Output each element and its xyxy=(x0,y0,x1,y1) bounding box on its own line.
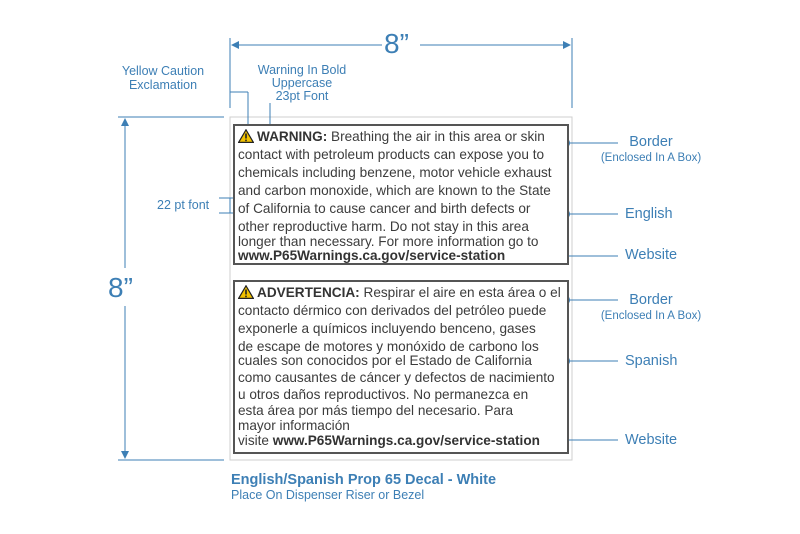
english-line: longer than necessary. For more information go to xyxy=(238,234,539,249)
spanish-url-prefix: visite xyxy=(238,433,273,448)
footer-title: English/Spanish Prop 65 Decal - White xyxy=(231,472,497,488)
spanish-line: cuales son conocidos por el Estado de California xyxy=(238,353,532,368)
english-url xyxy=(238,248,505,264)
callout-spanish: Spanish xyxy=(625,353,678,369)
warning-bold-line3: 23pt Font xyxy=(275,89,329,103)
font22-annotation: 22 pt font xyxy=(157,198,210,212)
width-arrowhead-right xyxy=(563,41,571,49)
callout-border2-title: Border xyxy=(629,292,673,308)
spanish-website-link[interactable]: www.P65Warnings.ca.gov/service-station xyxy=(272,433,540,448)
warning-bold-line1: Warning In Bold xyxy=(257,63,347,77)
caution-triangle-icon xyxy=(238,285,254,299)
height-dimension-label: 8” xyxy=(108,272,133,303)
english-line: of California to cause cancer and birth defects or xyxy=(238,201,531,216)
height-arrowhead-top xyxy=(121,118,129,126)
spanish-line: esta área por más tiempo del necesario. Para xyxy=(238,403,514,418)
callout-border1-title: Border xyxy=(629,134,673,150)
callout-border2 xyxy=(591,292,711,323)
spanish-first-line xyxy=(238,285,561,301)
spanish-url-line xyxy=(238,433,540,449)
callout-website1: Website xyxy=(625,247,678,263)
width-dimension-label: 8” xyxy=(384,28,409,59)
width-arrowhead-left xyxy=(231,41,239,49)
english-website-link[interactable]: www.P65Warnings.ca.gov/service-station xyxy=(238,248,506,263)
english-line: and carbon monoxide, which are known to the State xyxy=(238,183,551,198)
spanish-line: contacto dérmico con derivados del petróleo puede xyxy=(238,303,547,318)
callout-border2-sub: (Enclosed In A Box) xyxy=(600,310,702,322)
english-line: chemicals including benzene, motor vehicle exhaust xyxy=(238,165,552,180)
english-warning-heading: WARNING: xyxy=(257,129,328,144)
callout-border1 xyxy=(591,134,711,165)
warning-bold-annotation xyxy=(246,64,358,103)
spanish-line: exponerle a químicos incluyendo benceno, gases xyxy=(238,321,536,336)
footer-subtitle: Place On Dispenser Riser or Bezel xyxy=(231,488,425,502)
spanish-line: de escape de motores y monóxido de carbono los xyxy=(238,339,539,354)
yellow-caution-annotation xyxy=(113,64,213,92)
warning-bold-line2: Uppercase xyxy=(271,76,333,90)
height-arrowhead-bottom xyxy=(121,451,129,459)
yellow-caution-line2: Exclamation xyxy=(128,78,198,92)
caution-triangle-icon xyxy=(238,129,254,143)
spanish-line: como causantes de cáncer y defectos de nacimiento xyxy=(238,370,555,385)
spanish-line: u otros daños reproductivos. No permanezca en xyxy=(238,387,529,402)
english-first-line xyxy=(238,129,545,145)
spanish-line: mayor información xyxy=(238,418,350,433)
callout-english: English xyxy=(625,206,673,222)
yellow-caution-line1: Yellow Caution xyxy=(121,64,205,78)
english-line: other reproductive harm. Do not stay in this area xyxy=(238,219,529,234)
english-line: contact with petroleum products can expose you to xyxy=(238,147,545,162)
callout-border1-sub: (Enclosed In A Box) xyxy=(600,152,702,164)
spanish-warning-heading: ADVERTENCIA: xyxy=(257,285,360,300)
callout-website2: Website xyxy=(625,432,678,448)
spanish-first-line-text: Respirar el aire en esta área o el xyxy=(359,285,561,300)
english-first-line-text: Breathing the air in this area or skin xyxy=(327,129,545,144)
